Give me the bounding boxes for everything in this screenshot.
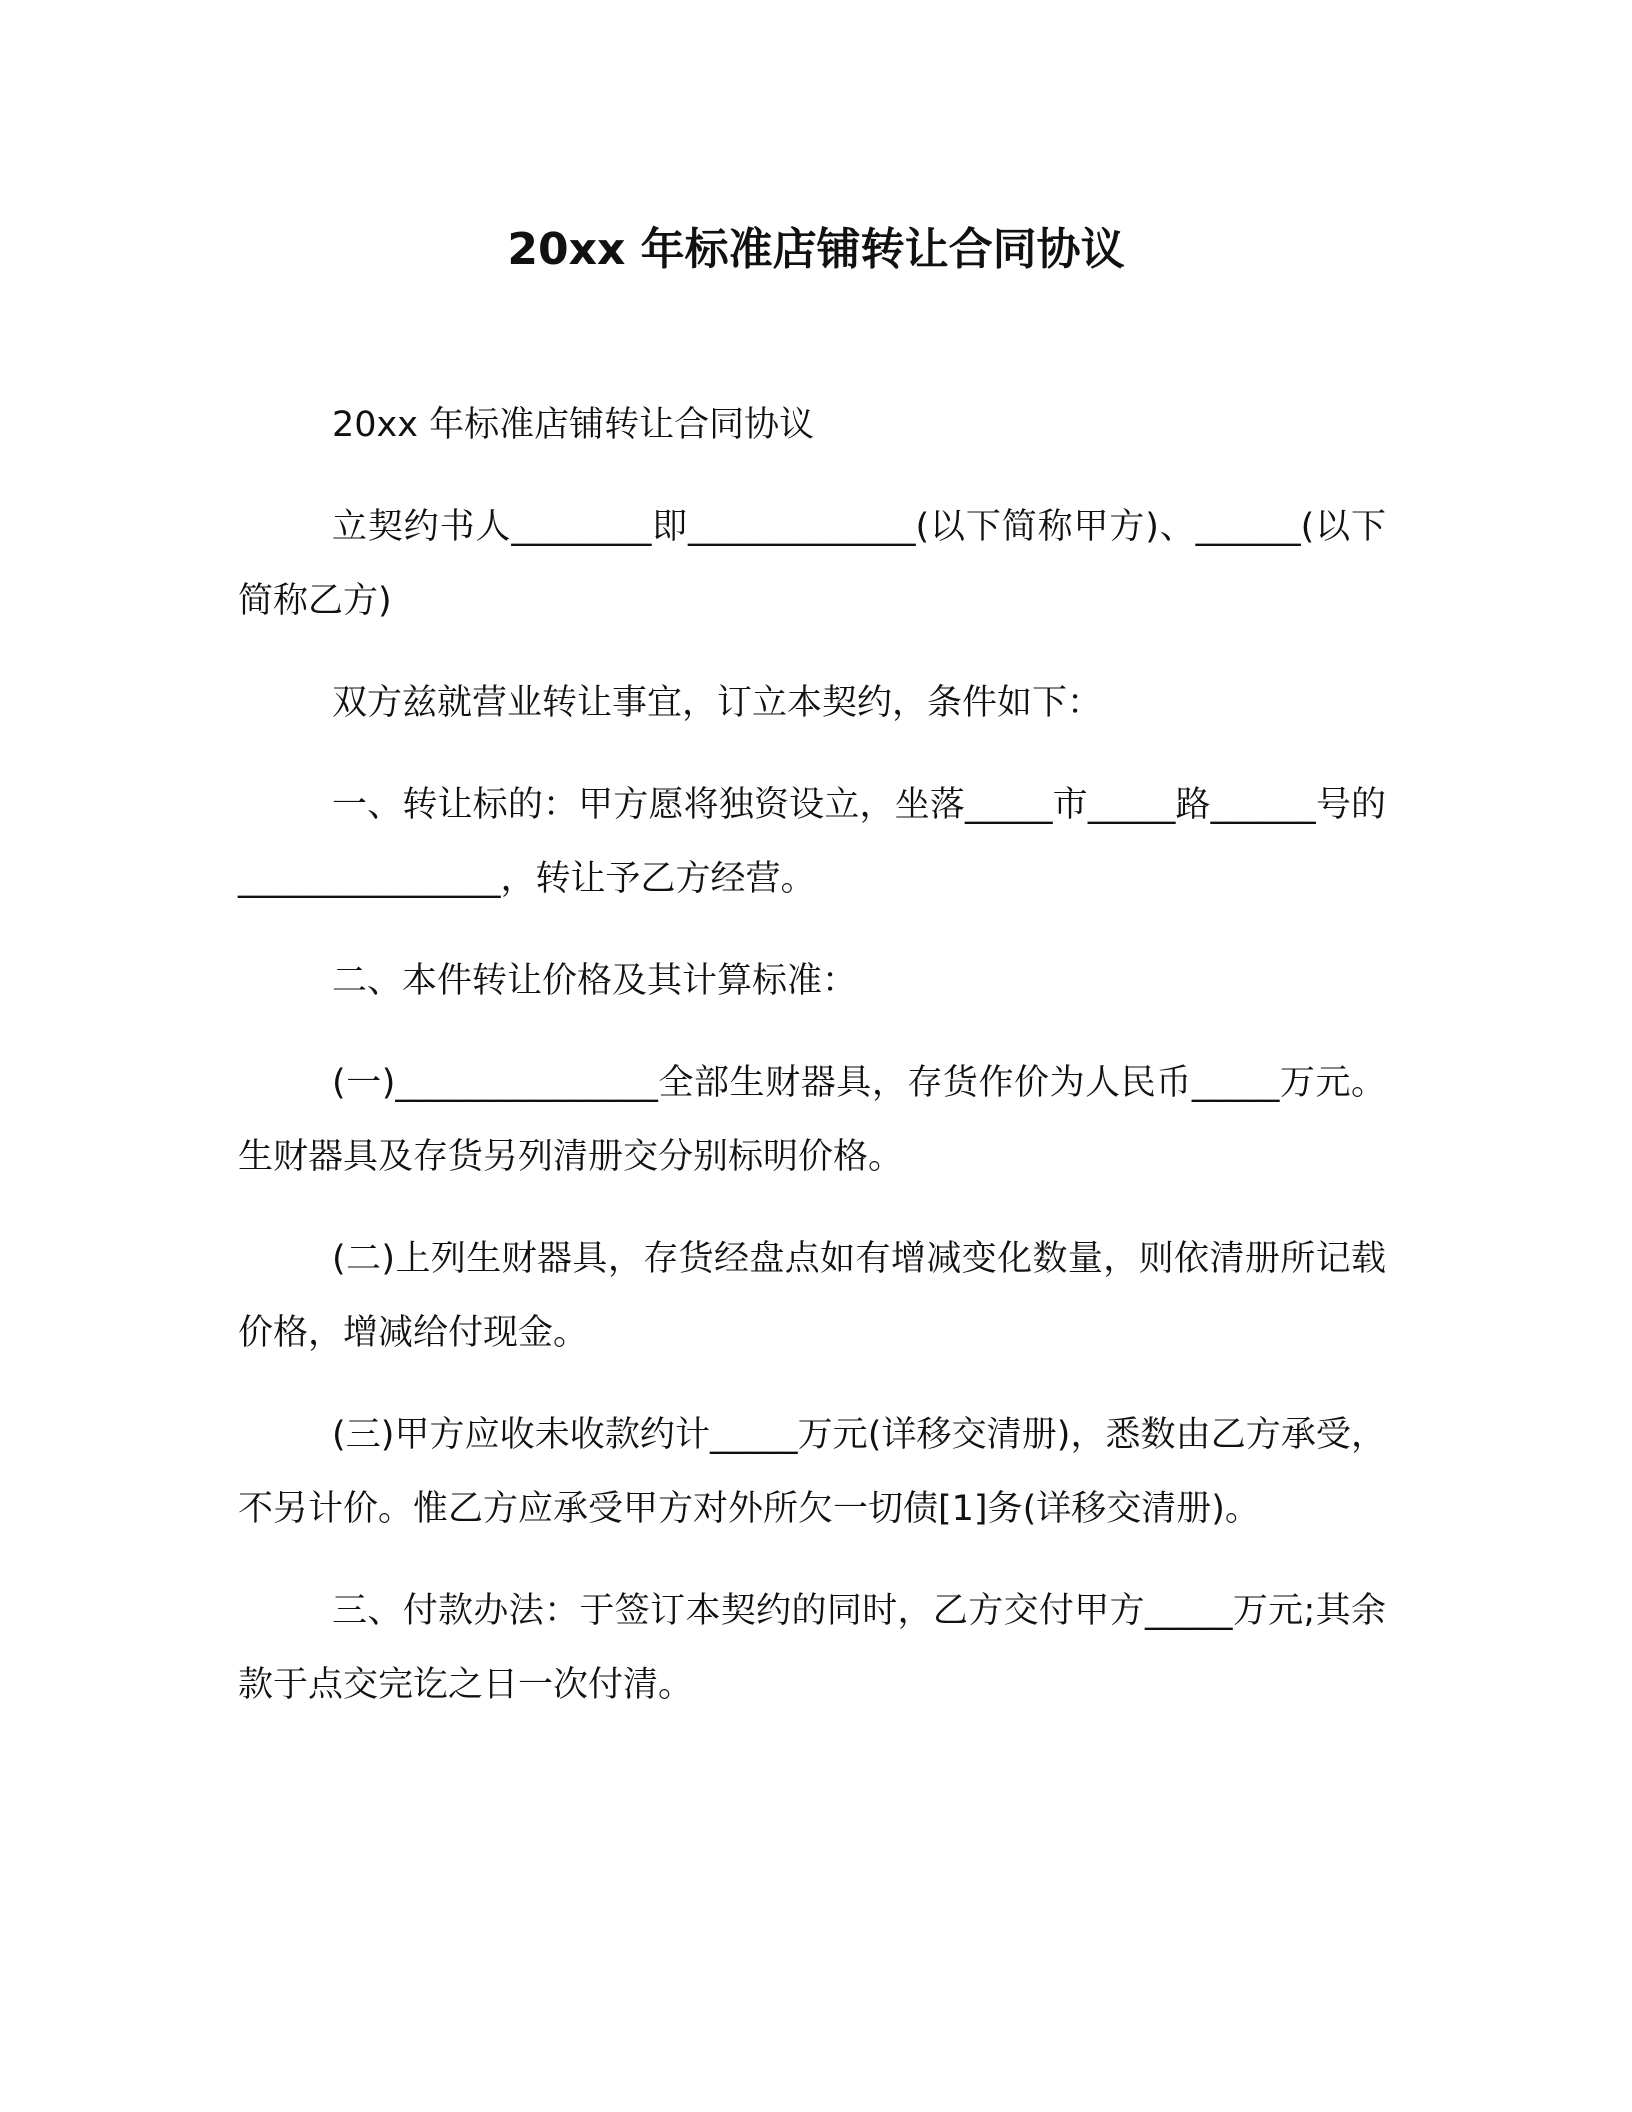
paragraph-heading-repeat: 20xx 年标准店铺转让合同协议 bbox=[332, 405, 815, 445]
paragraph-clause-2: 二、本件转让价格及其计算标准： bbox=[332, 961, 858, 1001]
document-body bbox=[238, 388, 1386, 1750]
document-title: 20xx 年标准店铺转让合同协议 bbox=[507, 224, 1125, 275]
paragraph-intro: 双方兹就营业转让事宜，订立本契约，条件如下： bbox=[332, 683, 1103, 723]
paragraph-clause-2-item-1: (一)_______________全部生财器具，存货作价为人民币_____万元。生财器具及存货另列清册交分别标明价格。 bbox=[238, 1063, 1386, 1177]
paragraph-parties: 立契约书人________即_____________(以下简称甲方)、______(以下简称乙方) bbox=[238, 507, 1386, 621]
paragraph-clause-2-item-3: (三)甲方应收未收款约计_____万元(详移交清册)，悉数由乙方承受，不另计价。惟乙方应承受甲方对外所欠一切债[1]务(详移交清册)。 bbox=[238, 1415, 1386, 1529]
paragraph-clause-3: 三、付款办法：于签订本契约的同时，乙方交付甲方_____万元;其余款于点交完讫之日一次付清。 bbox=[238, 1591, 1386, 1705]
paragraph-clause-2-item-2: (二)上列生财器具，存货经盘点如有增减变化数量，则依清册所记载价格，增减给付现金。 bbox=[238, 1239, 1386, 1353]
paragraph-clause-1: 一、转让标的：甲方愿将独资设立，坐落_____市_____路______号的_______________，转让予乙方经营。 bbox=[238, 785, 1386, 899]
